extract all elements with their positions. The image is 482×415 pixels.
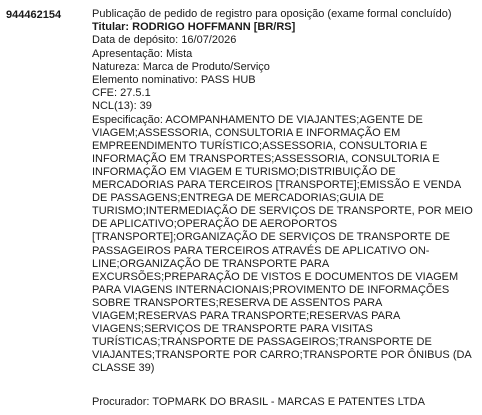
nature: Natureza: Marca de Produto/Serviço [92,60,270,73]
nominative-element: Elemento nominativo: PASS HUB [92,74,256,87]
specification: Especificação: ACOMPANHAMENTO DE VIAJANTES;AGENTE DE VIAGEM;ASSESSORIA, CONSULTORIA E INFORMAÇÃO EM EMPREENDIMENTO TURÍSTICO;ASSESSORIA, CONSULTORIA E INFORMAÇÃO EM TRANSPORTES;ASSESSORIA, CONSULTORIA E INFORMAÇÃO EM VIAGEM E TURISMO;DISTRIBUIÇÃO DE MERCADORIAS PARA TERCEIROS [TRANSPORTE];EMISSÃO E VENDA DE PASSAGENS;ENTREGA DE MERCADORIAS;GUIA DE TURISMO;INTERMEDIAÇÃO DE SERVIÇOS DE TRANSPORTE, POR MEIO DE APLICATIVO;OPERAÇÃO DE AEROPORTOS [TRANSPORTE];ORGANIZAÇÃO DE SERVIÇOS DE TRANSPORTE DE PASSAGEIROS PARA TERCEIROS ATRAVÉS DE APLICATIVO ON-LINE;ORGANIZAÇÃO DE TRANSPORTE PARA EXCURSÕES;PREPARAÇÃO DE VISTOS E DOCUMENTOS DE VIAGEM PARA VIAGENS INTERNACIONAIS;PROVIMENTO DE INFORMAÇÕES SOBRE TRANSPORTES;RESERVA DE ASSENTOS PARA VIAGEM;RESERVAS PARA TRANSPORTE;RESERVAS PARA VIAGENS;SERVIÇOS DE TRANSPORTE PARA VISITAS TURÍSTICAS;TRANSPORTE DE PASSAGEIROS;TRANSPORTE DE VIAJANTES;TRANSPORTE POR CARRO;TRANSPORTE POR ÔNIBUS (DA CLASSE 39) [92,113,473,375]
deposit-date: Data de depósito: 16/07/2026 [92,34,237,47]
process-number: 944462154 [6,9,62,21]
titular-label: Titular: [92,21,130,34]
record-details [92,8,478,376]
titular-value: RODRIGO HOFFMANN [BR/RS] [132,21,296,34]
procurador: Procurador: TOPMARK DO BRASIL - MARCAS E PATENTES LTDA [92,396,425,408]
ncl-class: NCL(13): 39 [92,100,152,113]
dispatch-description: Publicação de pedido de registro para oposição (exame formal concluído) [92,8,452,20]
titular-line [92,21,478,34]
presentation: Apresentação: Mista [92,47,193,60]
cfe-code: CFE: 27.5.1 [92,87,151,100]
